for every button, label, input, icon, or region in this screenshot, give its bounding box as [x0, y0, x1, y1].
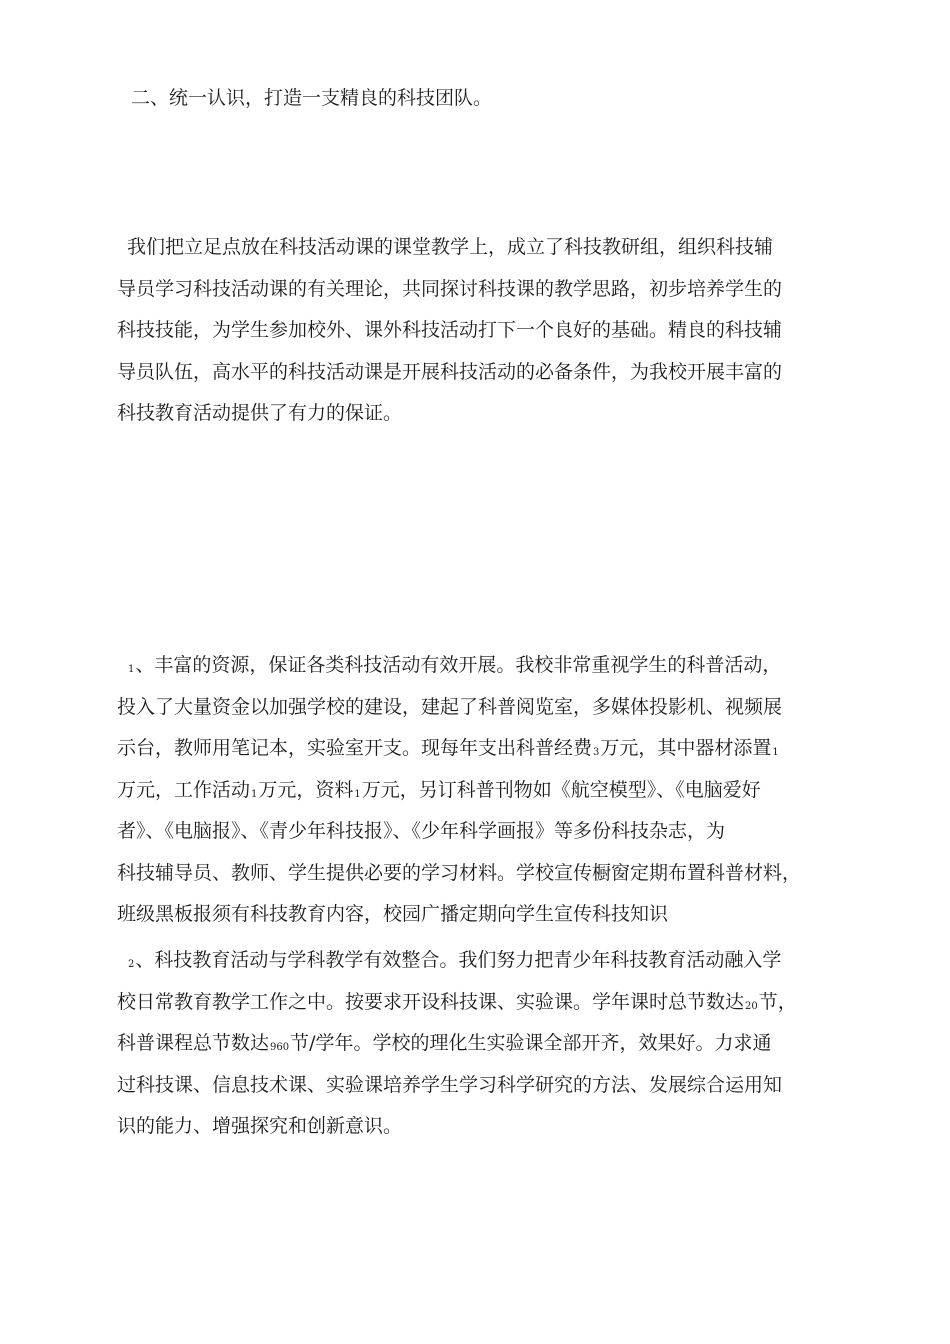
paragraph-line [117, 728, 857, 770]
line-text: 万元，资料 [258, 778, 354, 801]
section-heading: 二、统一认识，打造一支精良的科技团队。 [131, 87, 493, 109]
line-text: 校日常教育教学工作之中。按要求开设科技课、实验课。学年课时总节数达 [117, 990, 745, 1013]
inline-number: 1 [772, 747, 779, 758]
item-number: 1 [128, 664, 135, 675]
line-text: 万元，另订科普刊物如《航空模型》、《电脑爱好 [361, 778, 761, 801]
line-text: 示台，教师用笔记本，实验室开支。现每年支出科普经费 [117, 737, 593, 759]
paragraph-line: 投入了大量资金以加强学校的建设，建起了科普阅览室，多媒体投影机、视频展 [117, 695, 783, 718]
paragraph-line: 我们把立足点放在科技活动课的课堂教学上，成立了科技教研组，组织科技辅 [127, 236, 774, 258]
paragraph-line: 班级黑板报须有科技教育内容，校园广播定期向学生宣传科技知识 [117, 903, 669, 925]
paragraph-team [117, 227, 857, 435]
paragraph-line [117, 770, 857, 812]
line-text: 、科技教育活动与学科教学有效整合。我们努力把青少年科技教育活动融入学 [135, 949, 782, 971]
paragraph-line: 科技技能，为学生参加校外、课外科技活动打下一个良好的基础。精良的科技辅 [117, 319, 783, 341]
paragraph-line [117, 645, 857, 687]
line-text: 、丰富的资源，保证各类科技活动有效开展。我校非常重视学生的科普活动， [135, 654, 782, 676]
inline-number: 1 [251, 788, 258, 800]
paragraph-line: 导员队伍，高水平的科技活动课是开展科技活动的必备条件，为我校开展丰富的 [117, 360, 783, 383]
paragraph-line [117, 1023, 857, 1065]
paragraph-line: 过科技课、信息技术课、实验课培养学生学习科学研究的方法、发展综合运用知 [117, 1073, 783, 1096]
inline-number: 20 [745, 1000, 758, 1012]
paragraph-line [117, 940, 857, 982]
paragraph-integration [117, 940, 857, 1148]
line-text: 科普课程总节数达 [117, 1032, 270, 1054]
line-text: 节， [758, 990, 797, 1013]
line-text: 节/学年。学校的理化生实验课全部开齐，效果好。力求通 [290, 1032, 772, 1054]
item-number: 2 [128, 959, 135, 970]
paragraph-resources [117, 645, 857, 936]
inline-number: 1 [354, 788, 361, 800]
paragraph-line: 科技辅导员、教师、学生提供必要的学习材料。学校宣传橱窗定期布置科普材料， [117, 861, 802, 884]
paragraph-line [117, 982, 857, 1024]
inline-number: 960 [270, 1042, 290, 1053]
paragraph-line: 者》、《电脑报》、《青少年科技报》、《少年科学画报》等多份科技杂志，为 [117, 820, 726, 842]
paragraph-line: 科技教育活动提供了有力的保证。 [117, 402, 403, 424]
paragraph-line: 识的能力、增强探究和创新意识。 [117, 1115, 403, 1137]
inline-number: 3 [593, 747, 600, 758]
line-text: 万元，其中器材添置 [600, 737, 772, 759]
paragraph-line: 导员学习科技活动课的有关理论，共同探讨科技课的教学思路，初步培养学生的 [117, 277, 783, 300]
line-text: 万元，工作活动 [117, 778, 251, 801]
